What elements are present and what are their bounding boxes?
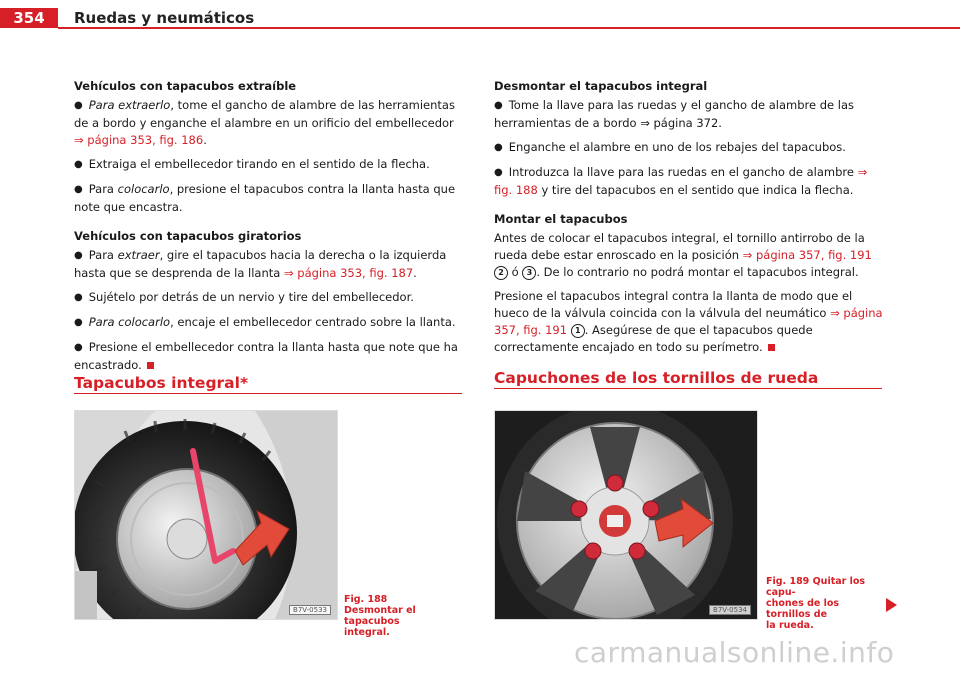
watermark: carmanualsonline.info [574, 636, 895, 669]
paragraph-text: ó [508, 265, 523, 279]
bullet-text: y tire del tapacubos en el sentido que indica la flecha. [537, 183, 854, 197]
figure-189-caption [766, 576, 870, 631]
header-divider [58, 27, 960, 29]
emphasis-text: Para colocarlo [88, 315, 171, 329]
paragraph-text: Antes de colocar el tapacubos integral, el tornillo antirrobo de la rueda debe estar enroscado en la posición [494, 231, 865, 262]
caption-line: tapacubos integral. [344, 616, 400, 638]
bullet-item: ● Tome la llave para las ruedas y el gancho de alambre de las herramientas de a bordo ⇒ página 372. [494, 97, 884, 132]
page-reference-link[interactable]: página 353, fig. 186 [87, 133, 204, 147]
section-divider [74, 393, 462, 394]
figure-189-image [494, 410, 758, 620]
right-column [494, 78, 884, 363]
caption-line: Fig. 189 Quitar los capu- [766, 576, 866, 598]
caption-line: Fig. 188 Desmontar el [344, 594, 416, 616]
bullet-item [74, 314, 464, 332]
callout-number-icon: 2 [494, 266, 508, 280]
bullet-text: , gire el tapacubos hacia la derecha o la izquierda hasta que se desprenda de la llanta [74, 248, 447, 280]
bullet-item: ● Para extraer, gire el tapacubos hacia la derecha o la izquierda hasta que se desprenda de la llanta ⇒ página 353, fig. 187. [74, 247, 464, 282]
callout-number-icon: 3 [522, 266, 536, 280]
subheading-rotating-hubcap: Vehículos con tapacubos giratorios [74, 229, 302, 243]
bullet-item: ● Para extraerlo, tome el gancho de alambre de las herramientas de a bordo y enganche el alambre en un orificio del embellecedor ⇒ página 353, fig. 186. [74, 97, 464, 149]
bullet-item: ● Sujételo por detrás de un nervio y tire del embellecedor. [74, 289, 464, 307]
paragraph [494, 230, 884, 281]
paragraph [494, 288, 884, 356]
bullet-item: ● Extraiga el embellecedor tirando en el sentido de la flecha. [74, 156, 464, 174]
subheading-mount-hubcap: Montar el tapacubos [494, 212, 628, 226]
bullet-text: Introduzca la llave para las ruedas en el gancho de alambre [508, 165, 858, 179]
hubcap-removal-illustration [75, 411, 337, 619]
bullet-text: Para [88, 248, 118, 262]
section-end-marker [147, 362, 154, 369]
section-divider [494, 388, 882, 389]
bullet-item [74, 181, 464, 216]
bullet-item [494, 164, 884, 199]
section-title-integral-hubcap: Tapacubos integral* [74, 374, 249, 392]
chapter-title: Ruedas y neumáticos [74, 9, 255, 27]
emphasis-text: colocarlo [117, 182, 170, 196]
figure-code: B7V-0534 [709, 605, 751, 615]
arrow-ref-icon: ⇒ [283, 266, 294, 280]
figure-188-image [74, 410, 338, 620]
arrow-ref-icon: ⇒ [857, 165, 868, 179]
caption-line: la rueda. [766, 620, 814, 631]
callout-number-icon: 1 [571, 324, 585, 338]
arrow-ref-icon: ⇒ [742, 248, 753, 262]
subheading-removable-hubcap: Vehículos con tapacubos extraíble [74, 79, 297, 93]
section-title-bolt-caps: Capuchones de los tornillos de rueda [494, 369, 819, 387]
bullet-text: Presione el embellecedor contra la llanta hasta que note que ha encastrado. [74, 340, 458, 372]
paragraph-text: Presione el tapacubos integral contra la llanta de modo que el hueco de la válvula coincida con la válvula del neumático [494, 289, 853, 320]
bullet-text: , tome el gancho de alambre de las herramientas de a bordo y enganche el alambre en un orificio del embellecedor [74, 98, 455, 130]
page-number: 354 [0, 8, 58, 28]
subheading-remove-integral: Desmontar el tapacubos integral [494, 79, 708, 93]
bullet-text: , encaje el embellecedor centrado sobre la llanta. [170, 315, 456, 329]
paragraph-text: . Asegúrese de que el tapacubos quede correctamente encajado en todo su perímetro. [494, 323, 813, 354]
page-header [0, 0, 960, 28]
emphasis-text: Para extraerlo [88, 98, 171, 112]
wheel-bolt-caps-illustration [495, 411, 757, 619]
page-reference-link[interactable]: página 357, fig. 191 [755, 248, 872, 262]
page-reference-link[interactable]: página 357, fig. 191 [494, 306, 883, 337]
section-end-marker [768, 344, 775, 351]
next-page-arrow-icon[interactable] [886, 598, 897, 612]
bullet-item [74, 339, 464, 374]
arrow-ref-icon: ⇒ [830, 306, 840, 320]
bullet-item: ● Enganche el alambre en uno de los rebajes del tapacubos. [494, 139, 884, 157]
bullet-text: , presione el tapacubos contra la llanta hasta que note que encastra. [74, 182, 456, 214]
left-column [74, 78, 464, 381]
emphasis-text: extraer [117, 248, 160, 262]
page-reference-link[interactable]: página 353, fig. 187 [297, 266, 414, 280]
paragraph-text: . De lo contrario no podrá montar el tapacubos integral. [536, 265, 859, 279]
figure-188-caption [344, 594, 448, 638]
figure-reference-link[interactable]: fig. 188 [494, 183, 538, 197]
figure-code: B7V-0533 [289, 605, 331, 615]
bullet-text: Para [88, 182, 118, 196]
caption-line: chones de los tornillos de [766, 598, 840, 620]
arrow-ref-icon: ⇒ [74, 133, 84, 147]
